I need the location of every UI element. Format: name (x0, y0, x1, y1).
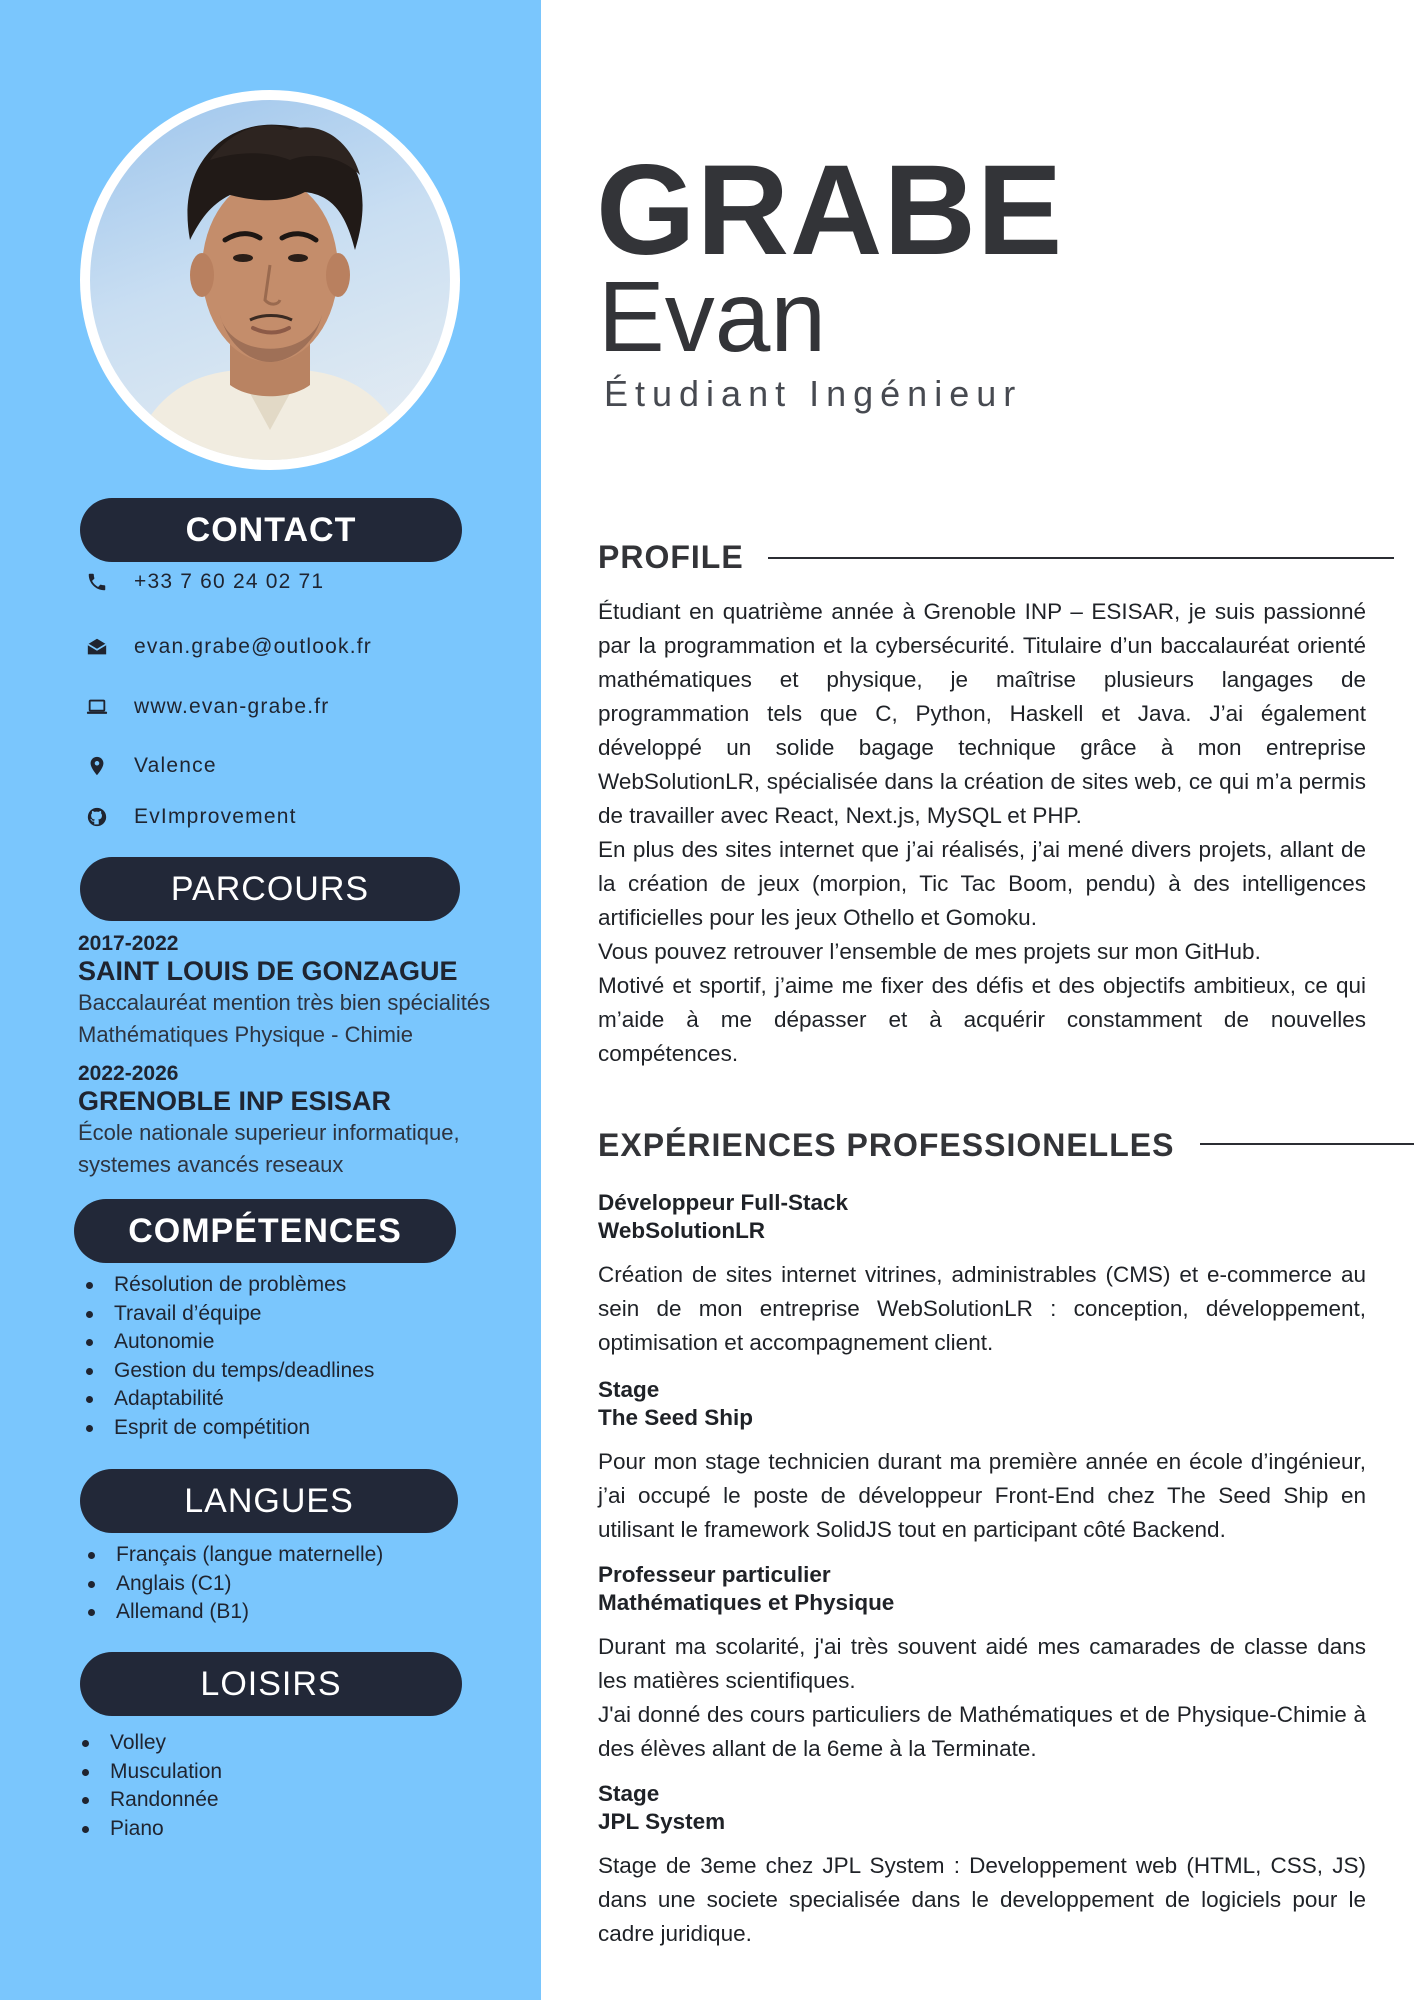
list-item: Adaptabilité (80, 1385, 374, 1414)
contact-heading: CONTACT (80, 498, 462, 562)
list-item: Volley (76, 1729, 222, 1758)
profile-paragraph: Vous pouvez retrouver l’ensemble de mes projets sur mon GitHub. (598, 939, 1261, 964)
experiences-divider (1200, 1143, 1414, 1145)
competences-list (80, 1271, 374, 1442)
last-name: GRABE (596, 139, 1064, 282)
experience-paragraph: Création de sites internet vitrines, administrables (CMS) et e-commerce au sein de mon entreprise WebSolutionLR : conception, développement, optimisation et accompagnement client. (598, 1262, 1366, 1355)
contact-location (86, 754, 217, 778)
experience-company: The Seed Ship (598, 1405, 754, 1430)
experience-item (598, 1189, 1366, 1360)
experience-item (598, 1561, 1366, 1766)
education-description: École nationale superieur informatique, systemes avancés reseaux (78, 1120, 460, 1177)
list-item: Randonnée (76, 1786, 222, 1815)
github-icon (86, 806, 108, 828)
experience-company: Mathématiques et Physique (598, 1590, 895, 1615)
loisirs-list (76, 1729, 222, 1843)
list-item: Allemand (B1) (82, 1598, 383, 1627)
list-item: Piano (76, 1815, 222, 1844)
profile-paragraph: Étudiant en quatrième année à Grenoble INP – ESISAR, je suis passionné par la programmation et la cybersécurité. Titulaire d’un baccalauréat orienté mathématiques et physique, je maîtrise plusieurs langages de programmation tels que C, Python, Haskell et Java. J’ai également développé un solide bagage technique grâce à mon entreprise WebSolutionLR, spécialisée dans la création de sites web, ce qui m’a permis de travailler avec React, Next.js, MySQL et PHP. (598, 599, 1366, 828)
experience-paragraph: Pour mon stage technicien durant ma première année en école d’ingénieur, j’ai occupé le poste de développeur Front-End chez The Seed Ship en utilisant le framework SolidJS tout en participant côté Backend. (598, 1449, 1366, 1542)
portrait-illustration (90, 100, 450, 460)
experience-paragraph: Durant ma scolarité, j'ai très souvent aidé mes camarades de classe dans les matières scientifiques. (598, 1634, 1366, 1693)
contact-phone-text: +33 7 60 24 02 71 (134, 570, 325, 593)
list-item: Résolution de problèmes (80, 1271, 374, 1300)
education-item (78, 1062, 518, 1181)
experience-company: WebSolutionLR (598, 1218, 766, 1243)
contact-website[interactable] (86, 695, 329, 719)
experience-paragraph: Stage de 3eme chez JPL System : Developpement web (HTML, CSS, JS) dans une societe specialisée dans le developpement de logiciels pour le cadre juridique. (598, 1853, 1366, 1946)
experience-description (598, 1630, 1366, 1766)
list-item: Musculation (76, 1758, 222, 1787)
experience-item (598, 1780, 1366, 1951)
experience-paragraph: J'ai donné des cours particuliers de Mathématiques et de Physique-Chimie à des élèves allant de la 6eme à la Terminate. (598, 1702, 1366, 1761)
profile-photo-image (90, 100, 450, 460)
experience-company: JPL System (598, 1809, 726, 1834)
list-item: Esprit de compétition (80, 1414, 374, 1443)
experience-role: Professeur particulier (598, 1562, 831, 1587)
competences-heading: COMPÉTENCES (74, 1199, 456, 1263)
profile-divider (768, 557, 1394, 559)
sidebar (0, 0, 541, 2000)
education-school: GRENOBLE INP ESISAR (78, 1086, 392, 1116)
education-school: SAINT LOUIS DE GONZAGUE (78, 956, 458, 986)
list-item: Anglais (C1) (82, 1570, 383, 1599)
email-icon (86, 636, 108, 658)
contact-location-text: Valence (134, 754, 217, 777)
experience-role: Développeur Full-Stack (598, 1190, 849, 1215)
laptop-icon (86, 696, 108, 718)
education-item (78, 932, 518, 1051)
list-item: Travail d’équipe (80, 1300, 374, 1329)
experience-description (598, 1258, 1366, 1360)
contact-phone[interactable] (86, 570, 324, 594)
profile-photo (80, 90, 460, 470)
parcours-heading: PARCOURS (80, 857, 460, 921)
profile-heading: PROFILE (598, 539, 744, 575)
experiences-heading: EXPÉRIENCES PROFESSIONELLES (598, 1127, 1175, 1163)
education-years: 2017-2022 (78, 932, 179, 955)
profile-paragraph: En plus des sites internet que j’ai réalisés, j’ai mené divers projets, allant de la création de jeux (morpion, Tic Tac Boom, pendu) à des intelligences artificielles pour les jeux Othello et Gomoku. (598, 837, 1366, 930)
location-pin-icon (86, 755, 108, 777)
profile-text (598, 595, 1366, 1071)
contact-website-text: www.evan-grabe.fr (134, 695, 330, 718)
experience-role: Stage (598, 1377, 660, 1402)
phone-icon (86, 571, 108, 593)
list-item: Gestion du temps/deadlines (80, 1357, 374, 1386)
experience-description (598, 1445, 1366, 1547)
list-item: Autonomie (80, 1328, 374, 1357)
profile-paragraph: Motivé et sportif, j’aime me fixer des défis et des objectifs ambitieux, ce qui m’aide à me dépasser et à acquérir constamment de nouvelles compétences. (598, 973, 1366, 1066)
list-item: Français (langue maternelle) (82, 1541, 383, 1570)
contact-github[interactable] (86, 805, 297, 829)
education-years: 2022-2026 (78, 1062, 179, 1085)
contact-github-text: EvImprovement (134, 805, 297, 828)
langues-heading: LANGUES (80, 1469, 458, 1533)
job-title: Étudiant Ingénieur (604, 373, 1023, 414)
langues-list (82, 1541, 383, 1627)
experience-description (598, 1849, 1366, 1951)
contact-email-text: evan.grabe@outlook.fr (134, 635, 372, 658)
experience-item (598, 1376, 1366, 1547)
contact-email[interactable] (86, 635, 372, 659)
experience-role: Stage (598, 1781, 660, 1806)
first-name: Evan (598, 261, 826, 373)
loisirs-heading: LOISIRS (80, 1652, 462, 1716)
education-description: Baccalauréat mention très bien spécialités Mathématiques Physique - Chimie (78, 990, 491, 1047)
